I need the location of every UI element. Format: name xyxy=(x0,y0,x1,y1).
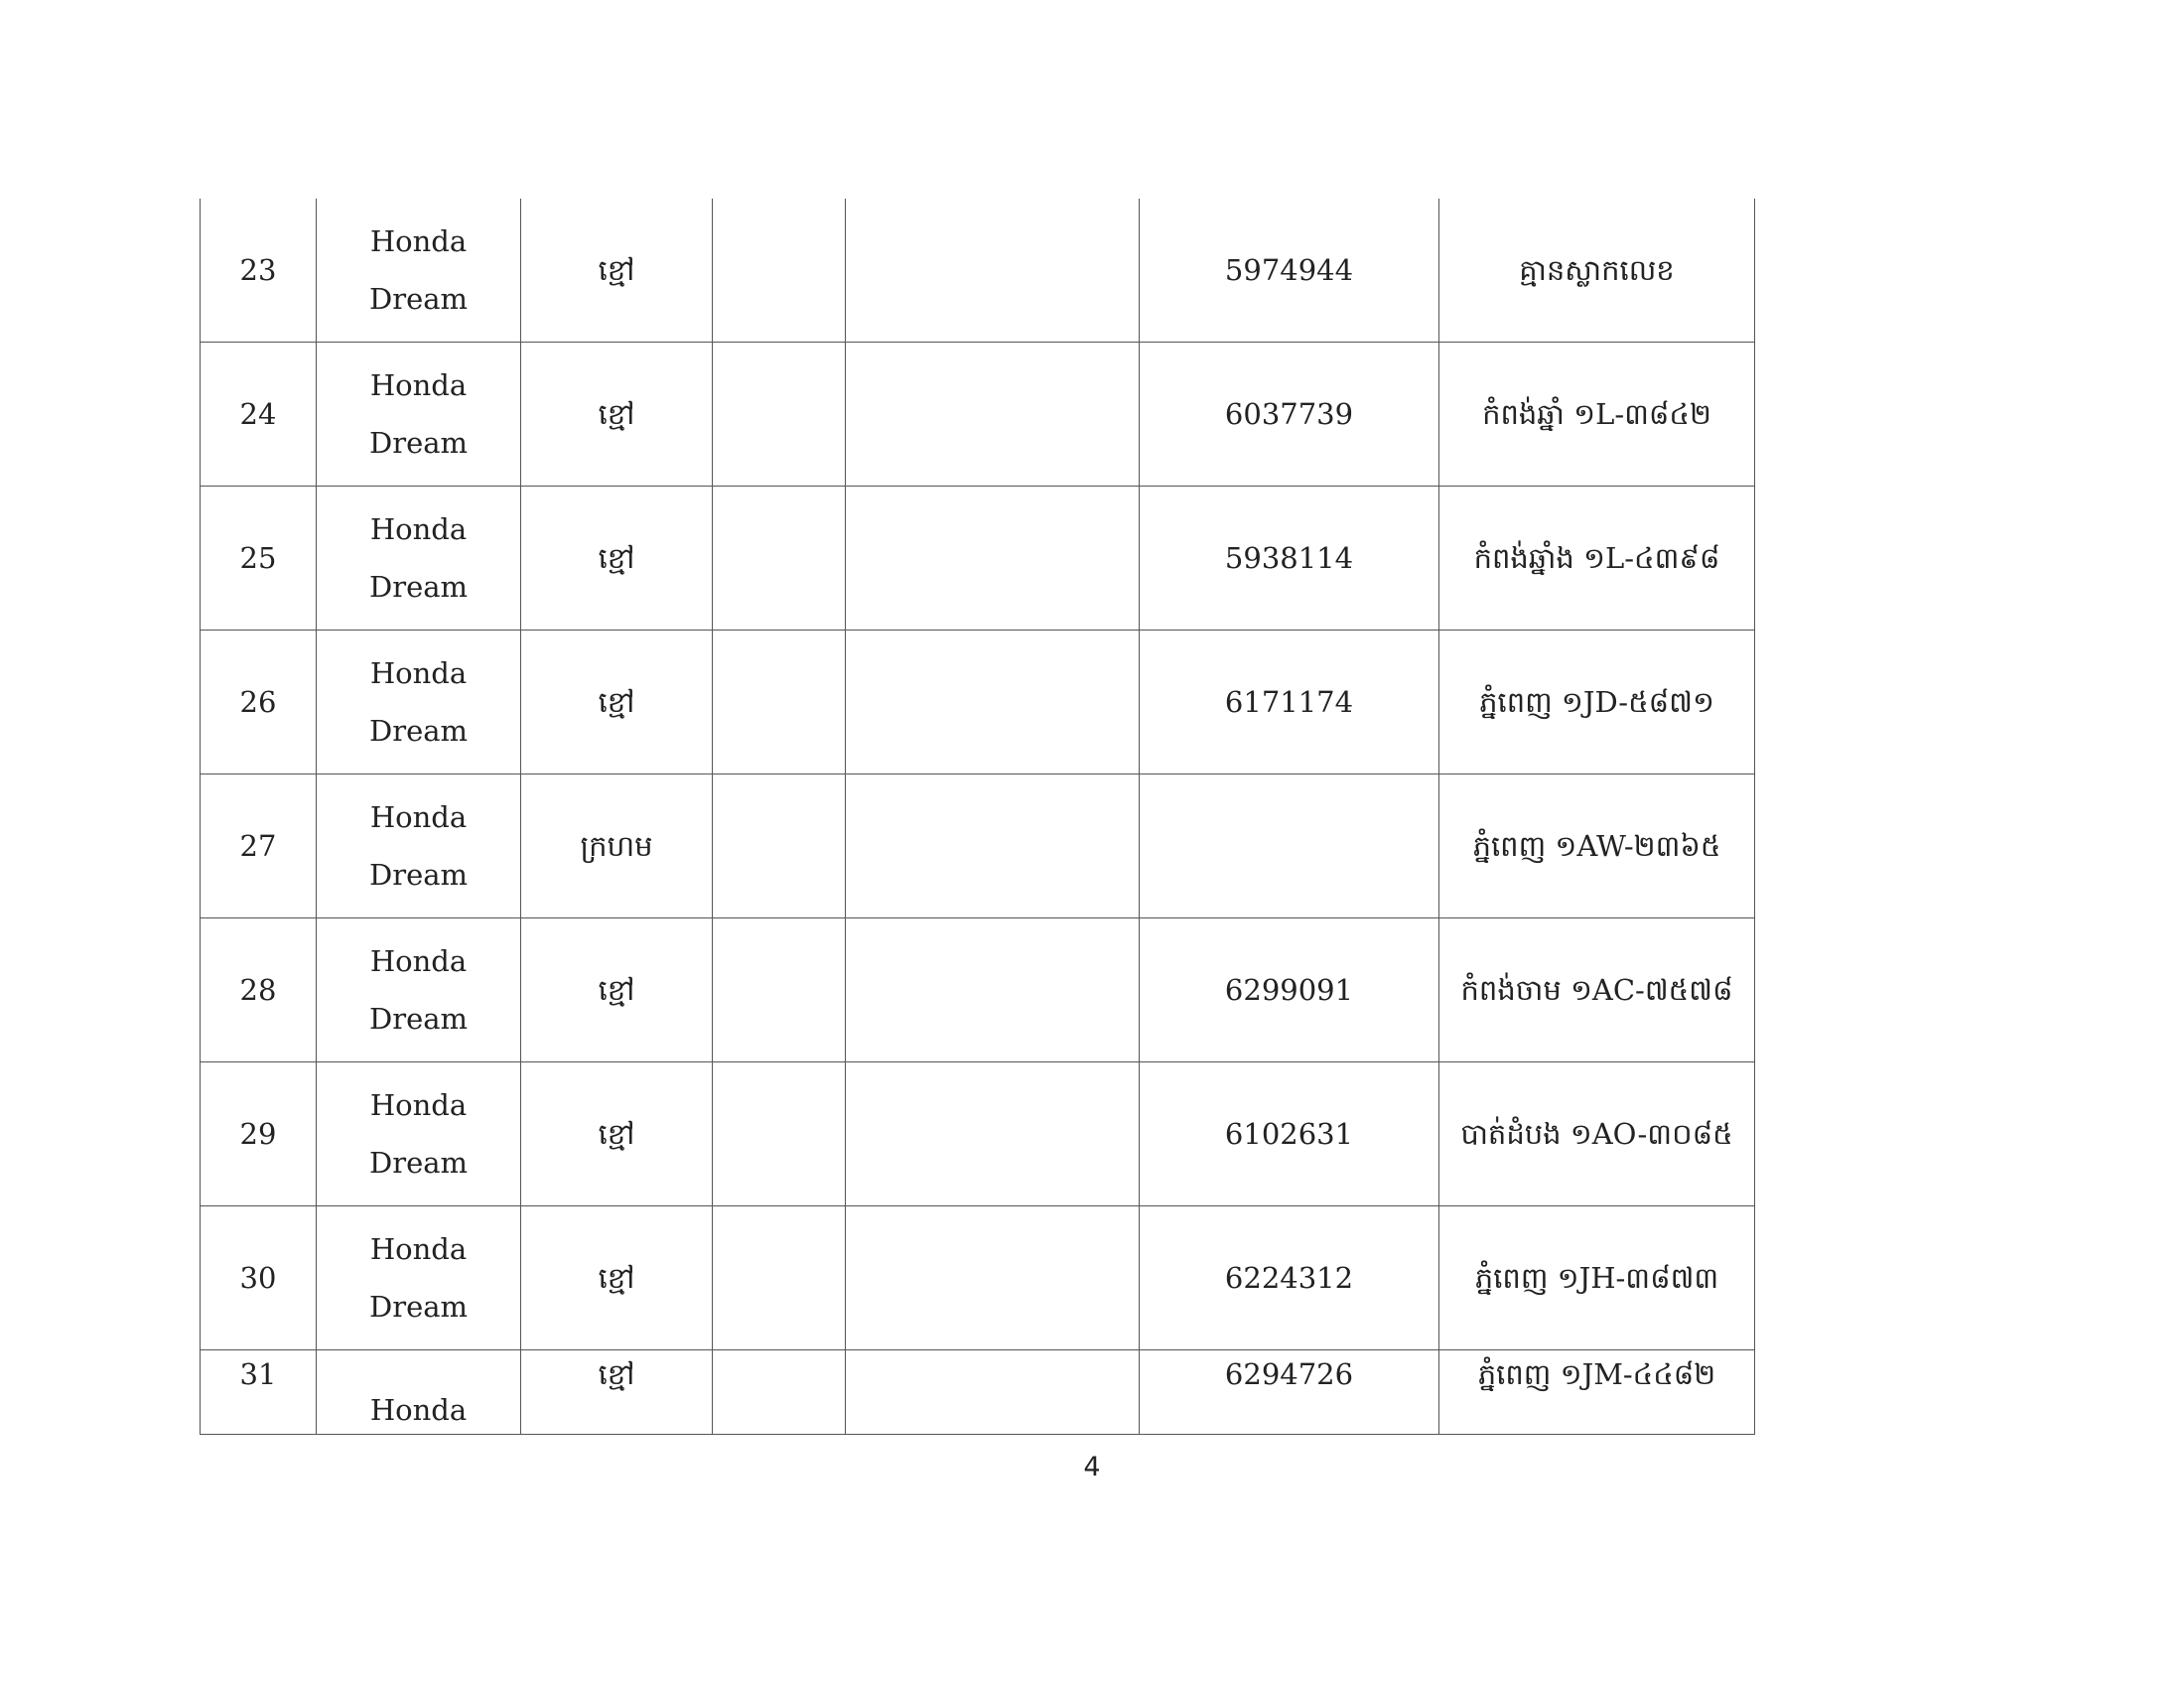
empty-cell xyxy=(713,1206,846,1350)
empty-cell xyxy=(846,918,1140,1062)
color-cell: ខ្មៅ xyxy=(521,918,713,1062)
engine-number-cell: 5938114 xyxy=(1140,487,1439,631)
row-number-cell: 26 xyxy=(201,631,317,774)
model-text: Dream xyxy=(368,714,469,748)
empty-cell xyxy=(846,1062,1140,1206)
plate-cell: ភ្នំពេញ ១JM-៤៤៨២ xyxy=(1439,1350,1755,1435)
plate-cell: បាត់ដំបង ១AO-៣០៨៥ xyxy=(1439,1062,1755,1206)
engine-number-cell: 5974944 xyxy=(1140,199,1439,343)
engine-number-cell: 6102631 xyxy=(1140,1062,1439,1206)
model-cell xyxy=(317,1062,521,1206)
color-cell: ខ្មៅ xyxy=(521,631,713,774)
row-number-cell: 30 xyxy=(201,1206,317,1350)
model-text: Dream xyxy=(368,1002,469,1036)
brand-text: Honda xyxy=(369,1088,468,1122)
model-cell xyxy=(317,487,521,631)
table-row xyxy=(201,918,1755,1062)
empty-cell xyxy=(713,199,846,343)
table-row xyxy=(201,487,1755,631)
color-cell: ខ្មៅ xyxy=(521,199,713,343)
model-text: Dream xyxy=(368,858,469,892)
plate-cell: ភ្នំពេញ ១AW-២៣៦៥ xyxy=(1439,774,1755,918)
table-row xyxy=(201,1062,1755,1206)
table-row xyxy=(201,774,1755,918)
brand-text: Honda xyxy=(369,800,468,834)
engine-number-cell: 6294726 xyxy=(1140,1350,1439,1435)
engine-number-cell: 6224312 xyxy=(1140,1206,1439,1350)
color-cell: ខ្មៅ xyxy=(521,487,713,631)
vehicle-table xyxy=(200,199,1755,1435)
model-text: Dream xyxy=(368,1290,469,1324)
table-row xyxy=(201,1350,1755,1435)
engine-number-cell: 6299091 xyxy=(1140,918,1439,1062)
plate-cell: ភ្នំពេញ ១JD-៥៨៧១ xyxy=(1439,631,1755,774)
brand-text: Honda xyxy=(369,1232,468,1266)
engine-number-cell xyxy=(1140,774,1439,918)
empty-cell xyxy=(846,631,1140,774)
empty-cell xyxy=(846,774,1140,918)
empty-cell xyxy=(713,487,846,631)
row-number-cell: 29 xyxy=(201,1062,317,1206)
color-cell: ក្រហម xyxy=(521,774,713,918)
model-cell xyxy=(317,918,521,1062)
empty-cell xyxy=(713,774,846,918)
row-number-cell: 24 xyxy=(201,343,317,487)
empty-cell xyxy=(713,1350,846,1435)
empty-cell xyxy=(713,1062,846,1206)
color-cell: ខ្មៅ xyxy=(521,343,713,487)
model-text: Dream xyxy=(368,1146,469,1180)
row-number-cell: 31 xyxy=(201,1350,317,1435)
table-row xyxy=(201,1206,1755,1350)
model-cell xyxy=(317,343,521,487)
brand-text: Honda xyxy=(369,944,468,978)
vehicle-table-body xyxy=(201,199,1755,1435)
plate-cell: គ្មានស្លាកលេខ xyxy=(1439,199,1755,343)
model-cell xyxy=(317,199,521,343)
brand-text: Honda xyxy=(369,368,468,402)
empty-cell xyxy=(846,1206,1140,1350)
empty-cell xyxy=(846,343,1140,487)
color-cell: ខ្មៅ xyxy=(521,1206,713,1350)
engine-number-cell: 6037739 xyxy=(1140,343,1439,487)
plate-cell: កំពង់ឆ្នាំ ១L-៣៨៤២ xyxy=(1439,343,1755,487)
empty-cell xyxy=(713,631,846,774)
engine-number-cell: 6171174 xyxy=(1140,631,1439,774)
brand-text: Honda xyxy=(369,1393,468,1427)
brand-text: Honda xyxy=(369,656,468,690)
table-row xyxy=(201,199,1755,343)
model-text: Dream xyxy=(368,570,469,604)
model-cell xyxy=(317,1350,521,1435)
brand-text: Honda xyxy=(369,224,468,258)
empty-cell xyxy=(846,199,1140,343)
row-number-cell: 28 xyxy=(201,918,317,1062)
empty-cell xyxy=(846,1350,1140,1435)
table-row xyxy=(201,343,1755,487)
row-number-cell: 23 xyxy=(201,199,317,343)
empty-cell xyxy=(846,487,1140,631)
plate-cell: ភ្នំពេញ ១JH-៣៨៧៣ xyxy=(1439,1206,1755,1350)
row-number-cell: 25 xyxy=(201,487,317,631)
page-number: 4 xyxy=(1083,1452,1101,1482)
plate-cell: កំពង់ចាម ១AC-៧៥៧៨ xyxy=(1439,918,1755,1062)
row-number-cell: 27 xyxy=(201,774,317,918)
model-cell xyxy=(317,631,521,774)
empty-cell xyxy=(713,343,846,487)
color-cell: ខ្មៅ xyxy=(521,1350,713,1435)
model-text: Dream xyxy=(368,282,469,316)
model-cell xyxy=(317,1206,521,1350)
brand-text: Honda xyxy=(369,512,468,546)
empty-cell xyxy=(713,918,846,1062)
model-cell xyxy=(317,774,521,918)
color-cell: ខ្មៅ xyxy=(521,1062,713,1206)
plate-cell: កំពង់ឆ្នាំង ១L-៤៣៩៨ xyxy=(1439,487,1755,631)
model-text: Dream xyxy=(368,426,469,460)
table-row xyxy=(201,631,1755,774)
